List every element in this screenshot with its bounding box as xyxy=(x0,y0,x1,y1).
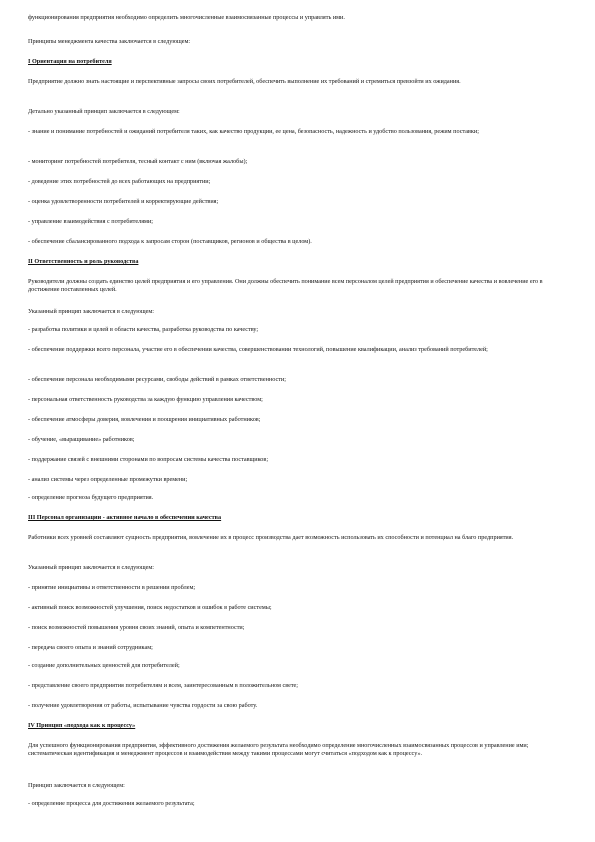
list-item: - обучение, «выращивание» работников; xyxy=(28,436,135,443)
paragraph-section-3-desc: Работники всех уровней составляют сущность предприятия, вовлечение их в процесс производства дает возможность использовать их способности и потенциал на благо предприятия. xyxy=(28,534,514,541)
list-item: - доведение этих потребностей до всех работающих на предприятии; xyxy=(28,178,211,185)
list-item: - обеспечение сбалансированного подхода к запросам сторон (поставщиков, регионов и общества в целом). xyxy=(28,238,312,245)
list-item: - активный поиск возможностей улучшения, поиск недостатков и ошибок в работе системы; xyxy=(28,604,272,611)
list-item: - определение процесса для достижения желаемого результата; xyxy=(28,800,195,807)
paragraph-section-4-detail: Принцип заключается в следующем: xyxy=(28,782,125,789)
paragraph-section-2-desc: Руководители должны создать единство целей предприятия и его управления. Они должны обеспечить понимание всем персоналом целей предприятия и обеспечение качества и вовлечение его в достижение поставленных целей. xyxy=(28,278,543,293)
paragraph-section-4-desc: Для успешного функционирования предприятия, эффективного достижения желаемого результата необходимо определение многочисленных взаимосвязанных процессов и управление ими; систематическая идентификация и менеджмент процессов и взаимодействия между такими процессами могут считаться «подходом как к процессу». xyxy=(28,742,529,757)
list-item: - определение прогноза будущего предприятия. xyxy=(28,494,154,501)
list-item: - персональная ответственность руководства за каждую функцию управления качеством; xyxy=(28,396,263,403)
list-item: - анализ системы через определенные промежутки времени; xyxy=(28,476,188,483)
list-item: - получение удовлетворения от работы, испытывание чувства гордости за свою работу. xyxy=(28,702,258,709)
heading-section-4: IV Принцип «подхода как к процессу» xyxy=(28,722,136,729)
heading-section-2: II Ответственность и роль руководства xyxy=(28,258,139,265)
list-item: - поиск возможностей повышения уровня своих знаний, опыта и компетентности; xyxy=(28,624,245,631)
list-item: - обеспечение поддержки всего персонала, участие его в обеспечении качества, совершенствовании технологий, повышение квалификации, анализ требований потребителей; xyxy=(28,346,488,353)
list-item: - управление взаимодействия с потребителями; xyxy=(28,218,154,225)
paragraph-principles-intro: Принципы менеджмента качества заключается в следующем: xyxy=(28,38,191,45)
paragraph-section-3-detail: Указанный принцип заключается в следующем: xyxy=(28,564,155,571)
list-item: - обеспечение персонала необходимыми ресурсами, свободы действий в рамках ответственности; xyxy=(28,376,286,383)
list-item: - обеспечение атмосферы доверия, вовлечения и поощрения инициативных работников; xyxy=(28,416,261,423)
list-item: - знание и понимание потребностей и ожиданий потребителя таких, как качество продукции, ее цена, безопасность, надежность и удобство пользования, режим поставки; xyxy=(28,128,479,135)
list-item: - мониторинг потребностей потребителя, тесный контакт с ним (включая жалобы); xyxy=(28,158,248,165)
heading-section-3: III Персонал организации - активное начало в обеспечении качества xyxy=(28,514,222,521)
heading-section-1: I Ориентация на потребителя xyxy=(28,58,112,65)
list-item: - создание дополнительных ценностей для потребителей; xyxy=(28,662,180,669)
list-item: - разработка политики и целей в области качества, разработка руководства по качеству; xyxy=(28,326,259,333)
list-item: - поддержание связей с внешними сторонами по вопросам системы качества поставщиков; xyxy=(28,456,269,463)
list-item: - принятие инициативы и ответственности в решении проблем; xyxy=(28,584,196,591)
paragraph-section-2-detail: Указанный принцип заключается в следующем: xyxy=(28,308,155,315)
list-item: - представление своего предприятия потребителям и всем, заинтересованным в положительном свете; xyxy=(28,682,298,689)
paragraph-section-1-detail: Детально указанный принцип заключается в следующем: xyxy=(28,108,180,115)
paragraph-section-1-desc: Предприятие должно знать настоящие и перспективные запросы своих потребителей, обеспечить выполнение их требований и стремиться превзойти их ожидания. xyxy=(28,78,461,85)
list-item: - оценка удовлетворенности потребителей и корректирующие действия; xyxy=(28,198,219,205)
paragraph-intro-continuation: функционирования предприятия необходимо определить многочисленные взаимосвязанные процессы и управлять ими. xyxy=(28,14,345,21)
list-item: - передача своего опыта и знаний сотрудникам; xyxy=(28,644,153,651)
